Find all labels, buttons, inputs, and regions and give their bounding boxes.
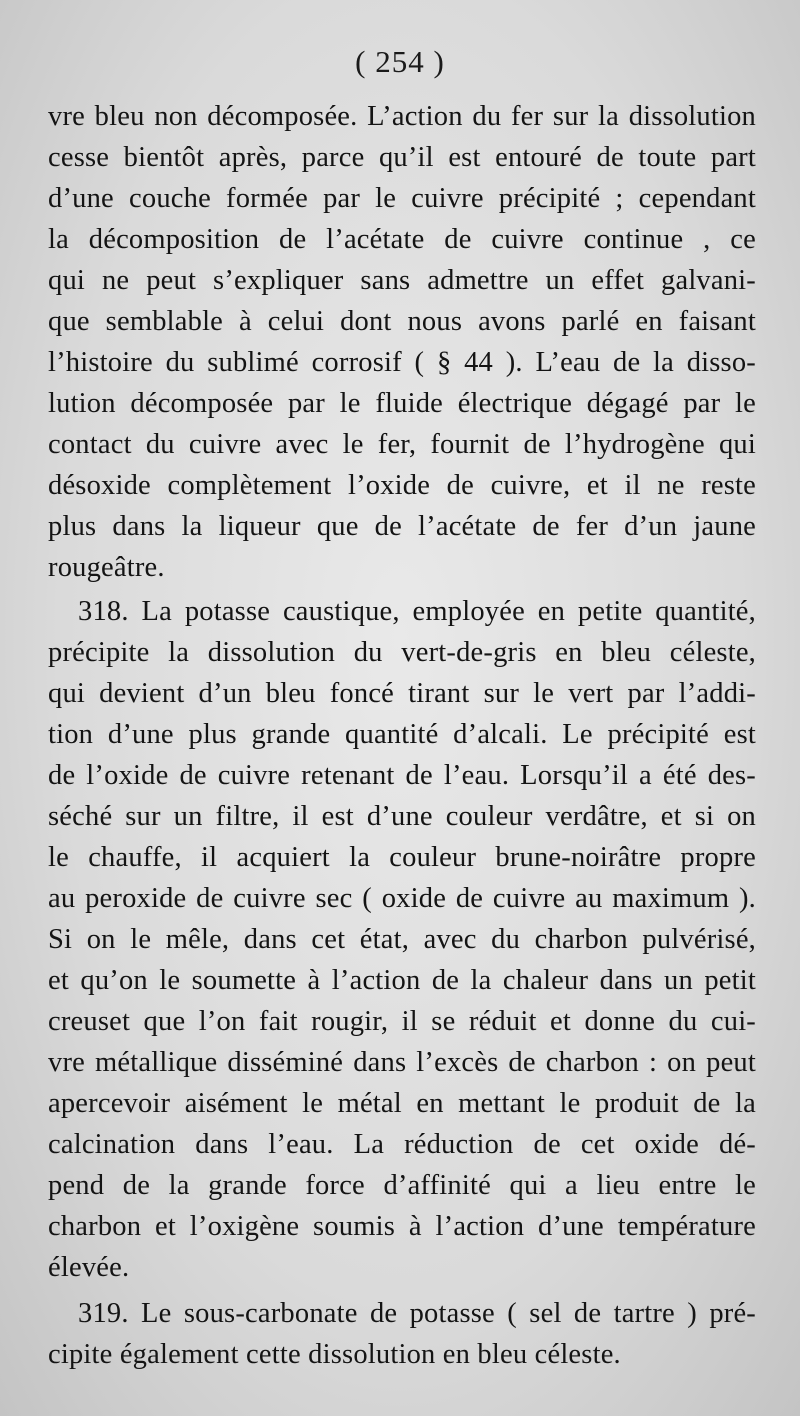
- text-line: contact du cuivre avec le fer, fournit de l’hydrogène qui: [48, 429, 756, 460]
- text-line: rougeâtre.: [48, 552, 165, 583]
- text-line: précipite la dissolution du vert-de-gris en bleu céleste,: [48, 637, 756, 668]
- text-line: charbon et l’oxigène soumis à l’action d’une température: [48, 1211, 756, 1242]
- text-line: séché sur un filtre, il est d’une couleur verdâtre, et si on: [48, 801, 756, 832]
- text-line: qui ne peut s’expliquer sans admettre un effet galvani-: [48, 265, 756, 296]
- text-line: au peroxide de cuivre sec ( oxide de cuivre au maximum ).: [48, 883, 756, 914]
- text-line: désoxide complètement l’oxide de cuivre, et il ne reste: [48, 470, 756, 501]
- text-line: d’une couche formée par le cuivre précipité ; cependant: [48, 183, 756, 214]
- text-line: pend de la grande force d’affinité qui a lieu entre le: [48, 1170, 756, 1201]
- text-line: vre métallique disséminé dans l’excès de charbon : on peut: [48, 1047, 756, 1078]
- text-line: creuset que l’on fait rougir, il se réduit et donne du cui-: [48, 1006, 756, 1037]
- text-line: cipite également cette dissolution en bleu céleste.: [48, 1339, 621, 1370]
- text-line: 318. La potasse caustique, employée en petite quantité,: [78, 596, 756, 627]
- text-line: qui devient d’un bleu foncé tirant sur le vert par l’addi-: [48, 678, 756, 709]
- text-line: de l’oxide de cuivre retenant de l’eau. Lorsqu’il a été des-: [48, 760, 756, 791]
- text-line: Si on le mêle, dans cet état, avec du charbon pulvérisé,: [48, 924, 756, 955]
- text-line: et qu’on le soumette à l’action de la chaleur dans un petit: [48, 965, 756, 996]
- text-line: plus dans la liqueur que de l’acétate de fer d’un jaune: [48, 511, 756, 542]
- paragraph-318: [48, 591, 756, 1288]
- text-line: vre bleu non décomposée. L’action du fer sur la dissolution: [48, 101, 756, 132]
- text-line: cesse bientôt après, parce qu’il est entouré de toute part: [48, 142, 756, 173]
- text-line: le chauffe, il acquiert la couleur brune-noirâtre propre: [48, 842, 756, 873]
- text-line: la décomposition de l’acétate de cuivre continue , ce: [48, 224, 756, 255]
- text-line: 319. Le sous-carbonate de potasse ( sel de tartre ) pré-: [78, 1298, 756, 1329]
- text-line: l’histoire du sublimé corrosif ( § 44 ). L’eau de la disso-: [48, 347, 756, 378]
- body-text: [48, 96, 756, 1375]
- text-line: lution décomposée par le fluide électrique dégagé par le: [48, 388, 756, 419]
- text-line: élevée.: [48, 1252, 130, 1283]
- paragraph-319: [48, 1293, 756, 1375]
- text-line: que semblable à celui dont nous avons parlé en faisant: [48, 306, 756, 337]
- page-number: ( 254 ): [355, 44, 445, 79]
- text-line: calcination dans l’eau. La réduction de cet oxide dé-: [48, 1129, 756, 1160]
- paragraph-continuation: [48, 96, 756, 588]
- text-line: apercevoir aisément le métal en mettant le produit de la: [48, 1088, 756, 1119]
- text-line: tion d’une plus grande quantité d’alcali. Le précipité est: [48, 719, 756, 750]
